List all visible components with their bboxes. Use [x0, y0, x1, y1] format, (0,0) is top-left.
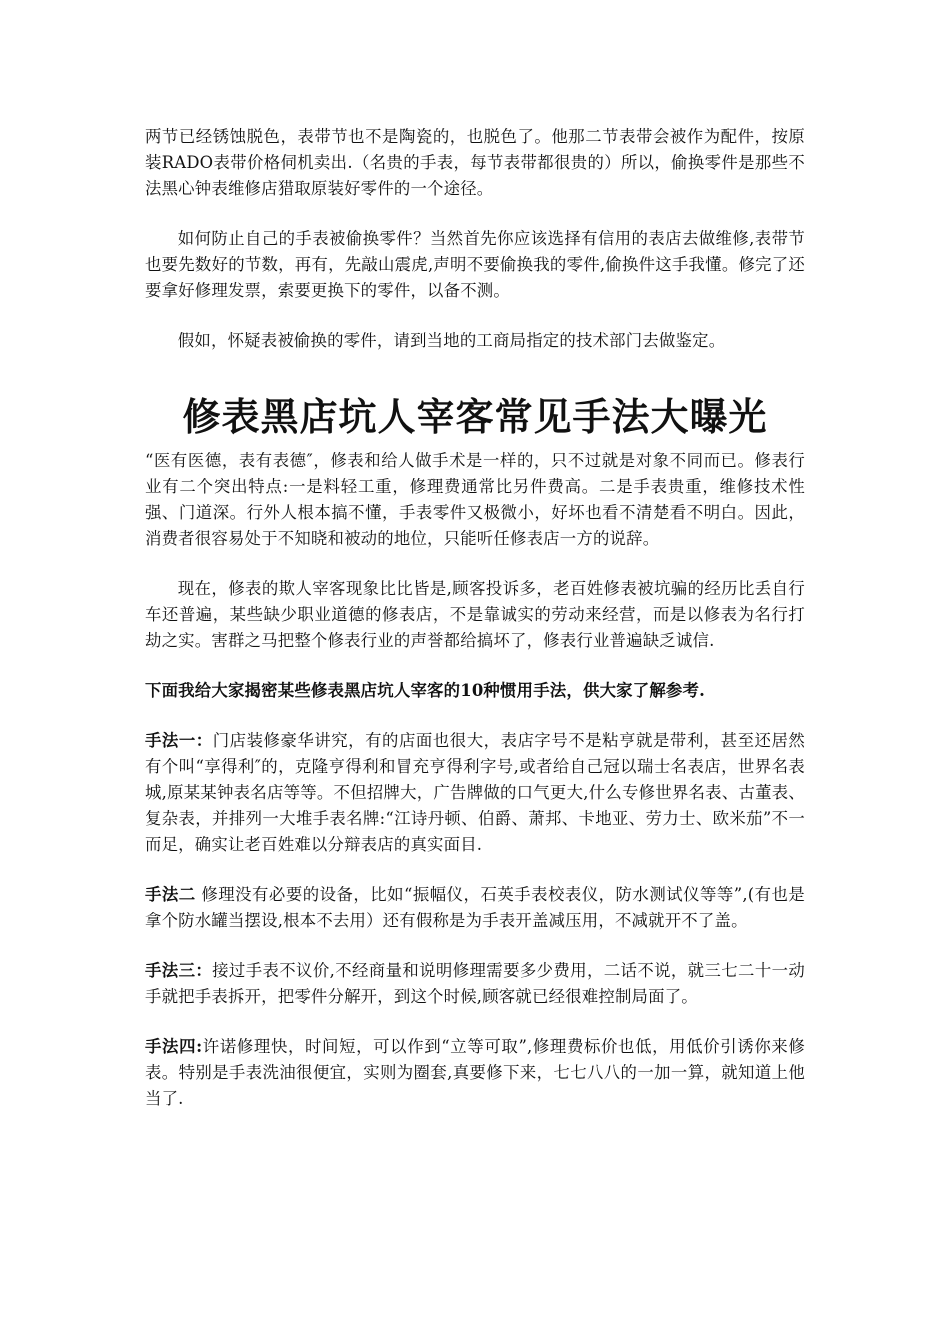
paragraph-intro-current: 现在，修表的欺人宰客现象比比皆是,顾客投诉多，老百姓修表被坑骗的经历比丢自行车还普遍，某些缺少职业道德的修表店，不是靠诚实的劳动来经营，而是以修表为名行打劫之实。害群之马把整个修表行业的声誉都给搞坏了，修表行业普遍缺乏诚信.	[145, 579, 805, 650]
paragraph-rado-strap: 两节已经锈蚀脱色，表带节也不是陶瓷的，也脱色了。他那二节表带会被作为配件，按原装RADO表带价格伺机卖出.（名贵的手表，每节表带都很贵的）所以，偷换零件是那些不法黑心钟表维修店猎取原装好零件的一个途径。	[145, 127, 805, 198]
method-paragraph	[145, 1034, 805, 1112]
article-title: 修表黑店坑人宰客常见手法大曝光	[182, 394, 768, 439]
paragraph-prevention: 如何防止自己的手表被偷换零件？当然首先你应该选择有信用的表店去做维修,表带节也要先数好的节数，再有，先敲山震虎,声明不要偷换我的零件,偷换件这手我懂。修完了还要拿好修理发票，索要更换下的零件，以备不测。	[145, 229, 805, 300]
method-text: 修理没有必要的设备，比如“振幅仪，石英手表校表仪，防水测试仪等等”,(有也是拿个防水罐当摆设,根本不去用）还有假称是为手表开盖减压用，不减就开不了盖。	[145, 885, 805, 930]
method-paragraph	[145, 882, 805, 934]
method-label: 手法四:	[145, 1037, 203, 1056]
method-label: 手法二	[145, 885, 196, 904]
method-label: 手法三：	[145, 961, 213, 980]
paragraph-appraisal: 假如，怀疑表被偷换的零件，请到当地的工商局指定的技术部门去做鉴定。	[177, 331, 726, 350]
paragraph-intro-ethics: “医有医德，表有表德″，修表和给人做手术是一样的，只不过就是对象不同而已。修表行业有二个突出特点:一是料轻工重，修理费通常比另件费高。二是手表贵重，维修技术性强、门道深。行外人根本搞不懂，手表零件又极微小，好坏也看不清楚看不明白。因此，消费者很容易处于不知晓和被动的地位，只能听任修表店一方的说辞。	[145, 451, 805, 548]
method-paragraph	[145, 958, 805, 1010]
method-paragraph	[145, 728, 805, 858]
method-text: 许诺修理快，时间短，可以作到“立等可取”,修理费标价也低，用低价引诱你来修表。特别是手表洗油很便宜，实则为圈套,真要修下来，七七八八的一加一算，就知道上他当了.	[145, 1037, 805, 1108]
method-label: 手法一：	[145, 731, 213, 750]
method-text: 门店装修豪华讲究，有的店面也很大，表店字号不是粘亨就是带利，甚至还居然有个叫“享得利″的，克隆亨得利和冒充亨得利字号,或者给自己冠以瑞士名表店，世界名表城,原某某钟表名店等等。不但招牌大，广告牌做的口气更大,什么专修世界名表、古董表、复杂表，并排列一大堆手表名牌:“江诗丹顿、伯爵、萧邦、卡地亚、劳力士、欧米茄”不一而足，确实让老百姓难以分辩表店的真实面目.	[145, 731, 805, 854]
text-column	[145, 124, 805, 1112]
method-text: 接过手表不议价,不经商量和说明修理需要多少费用，二话不说，就三七二十一动手就把手表拆开，把零件分解开，到这个时候,顾客就已经很难控制局面了。	[145, 961, 805, 1006]
paragraph-lead: 下面我给大家揭密某些修表黑店坑人宰客的10种惯用手法，供大家了解参考.	[145, 681, 706, 700]
